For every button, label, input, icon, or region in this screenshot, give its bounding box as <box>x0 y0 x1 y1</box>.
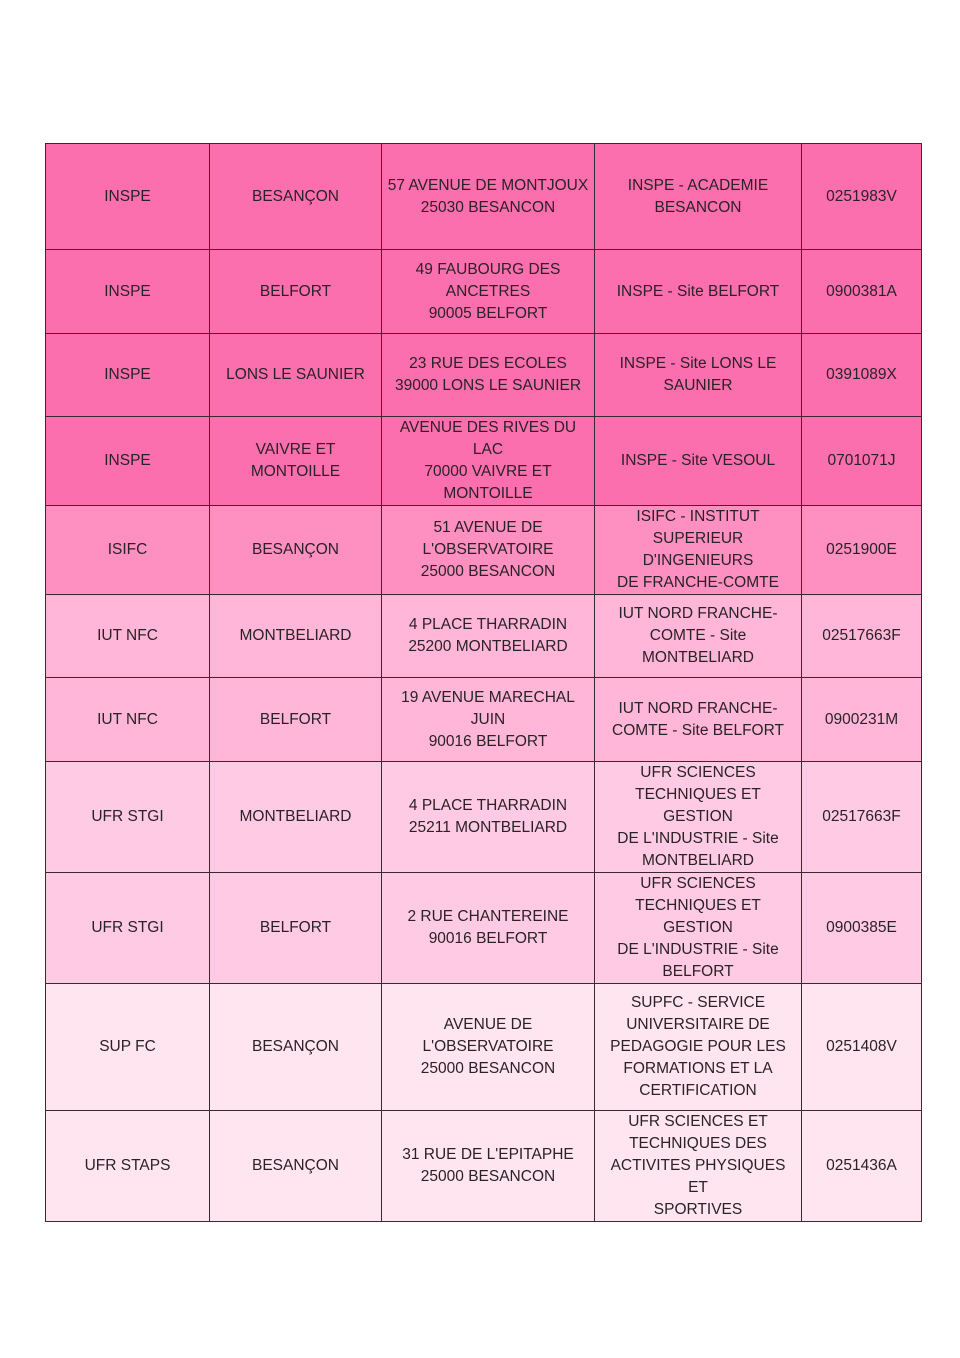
cell-city: BELFORT <box>210 678 382 762</box>
cell-code: 0251436A <box>802 1111 922 1222</box>
table-row <box>46 1111 922 1222</box>
cell-description: INSPE - Site VESOUL <box>595 417 802 506</box>
cell-description: SUPFC - SERVICE UNIVERSITAIRE DE PEDAGOGIE POUR LES FORMATIONS ET LA CERTIFICATION <box>595 984 802 1111</box>
cell-address: 4 PLACE THARRADIN 25211 MONTBELIARD <box>382 762 595 873</box>
cell-description: UFR SCIENCES TECHNIQUES ET GESTION DE L'INDUSTRIE - Site BELFORT <box>595 873 802 984</box>
cell-name: IUT NFC <box>46 595 210 678</box>
table-row <box>46 250 922 334</box>
cell-description: INSPE - Site BELFORT <box>595 250 802 334</box>
cell-code: 0900385E <box>802 873 922 984</box>
cell-address: 4 PLACE THARRADIN 25200 MONTBELIARD <box>382 595 595 678</box>
cell-description: IUT NORD FRANCHE- COMTE - Site BELFORT <box>595 678 802 762</box>
table-row <box>46 873 922 984</box>
table-row <box>46 984 922 1111</box>
cell-address: AVENUE DE L'OBSERVATOIRE 25000 BESANCON <box>382 984 595 1111</box>
cell-city: BELFORT <box>210 873 382 984</box>
establishments-table <box>45 143 922 1222</box>
cell-address: 57 AVENUE DE MONTJOUX 25030 BESANCON <box>382 144 595 250</box>
cell-name: INSPE <box>46 334 210 417</box>
cell-address: 19 AVENUE MARECHAL JUIN 90016 BELFORT <box>382 678 595 762</box>
cell-name: UFR STAPS <box>46 1111 210 1222</box>
cell-city: BESANÇON <box>210 144 382 250</box>
table-row <box>46 144 922 250</box>
cell-name: INSPE <box>46 417 210 506</box>
cell-code: 0251900E <box>802 506 922 595</box>
cell-name: INSPE <box>46 144 210 250</box>
cell-code: 0251408V <box>802 984 922 1111</box>
cell-name: UFR STGI <box>46 762 210 873</box>
cell-code: 02517663F <box>802 595 922 678</box>
cell-address: AVENUE DES RIVES DU LAC 70000 VAIVRE ET MONTOILLE <box>382 417 595 506</box>
cell-name: INSPE <box>46 250 210 334</box>
cell-address: 31 RUE DE L'EPITAPHE 25000 BESANCON <box>382 1111 595 1222</box>
cell-code: 0251983V <box>802 144 922 250</box>
cell-description: INSPE - Site LONS LE SAUNIER <box>595 334 802 417</box>
cell-address: 2 RUE CHANTEREINE 90016 BELFORT <box>382 873 595 984</box>
cell-address: 23 RUE DES ECOLES 39000 LONS LE SAUNIER <box>382 334 595 417</box>
cell-description: UFR SCIENCES ET TECHNIQUES DES ACTIVITES PHYSIQUES ET SPORTIVES <box>595 1111 802 1222</box>
cell-description: ISIFC - INSTITUT SUPERIEUR D'INGENIEURS DE FRANCHE-COMTE <box>595 506 802 595</box>
cell-city: LONS LE SAUNIER <box>210 334 382 417</box>
cell-code: 0900381A <box>802 250 922 334</box>
table-row <box>46 417 922 506</box>
cell-name: ISIFC <box>46 506 210 595</box>
cell-name: UFR STGI <box>46 873 210 984</box>
cell-code: 0701071J <box>802 417 922 506</box>
table-row <box>46 678 922 762</box>
table-row <box>46 334 922 417</box>
cell-code: 02517663F <box>802 762 922 873</box>
table-row <box>46 762 922 873</box>
cell-code: 0900231M <box>802 678 922 762</box>
cell-description: IUT NORD FRANCHE- COMTE - Site MONTBELIARD <box>595 595 802 678</box>
cell-city: MONTBELIARD <box>210 595 382 678</box>
cell-name: IUT NFC <box>46 678 210 762</box>
table-body <box>46 144 922 1222</box>
table-row <box>46 595 922 678</box>
cell-city: MONTBELIARD <box>210 762 382 873</box>
cell-city: BESANÇON <box>210 506 382 595</box>
cell-name: SUP FC <box>46 984 210 1111</box>
cell-city: VAIVRE ET MONTOILLE <box>210 417 382 506</box>
cell-city: BESANÇON <box>210 984 382 1111</box>
table-row <box>46 506 922 595</box>
cell-address: 51 AVENUE DE L'OBSERVATOIRE 25000 BESANCON <box>382 506 595 595</box>
cell-description: INSPE - ACADEMIE BESANCON <box>595 144 802 250</box>
cell-code: 0391089X <box>802 334 922 417</box>
cell-description: UFR SCIENCES TECHNIQUES ET GESTION DE L'INDUSTRIE - Site MONTBELIARD <box>595 762 802 873</box>
cell-city: BESANÇON <box>210 1111 382 1222</box>
cell-city: BELFORT <box>210 250 382 334</box>
cell-address: 49 FAUBOURG DES ANCETRES 90005 BELFORT <box>382 250 595 334</box>
